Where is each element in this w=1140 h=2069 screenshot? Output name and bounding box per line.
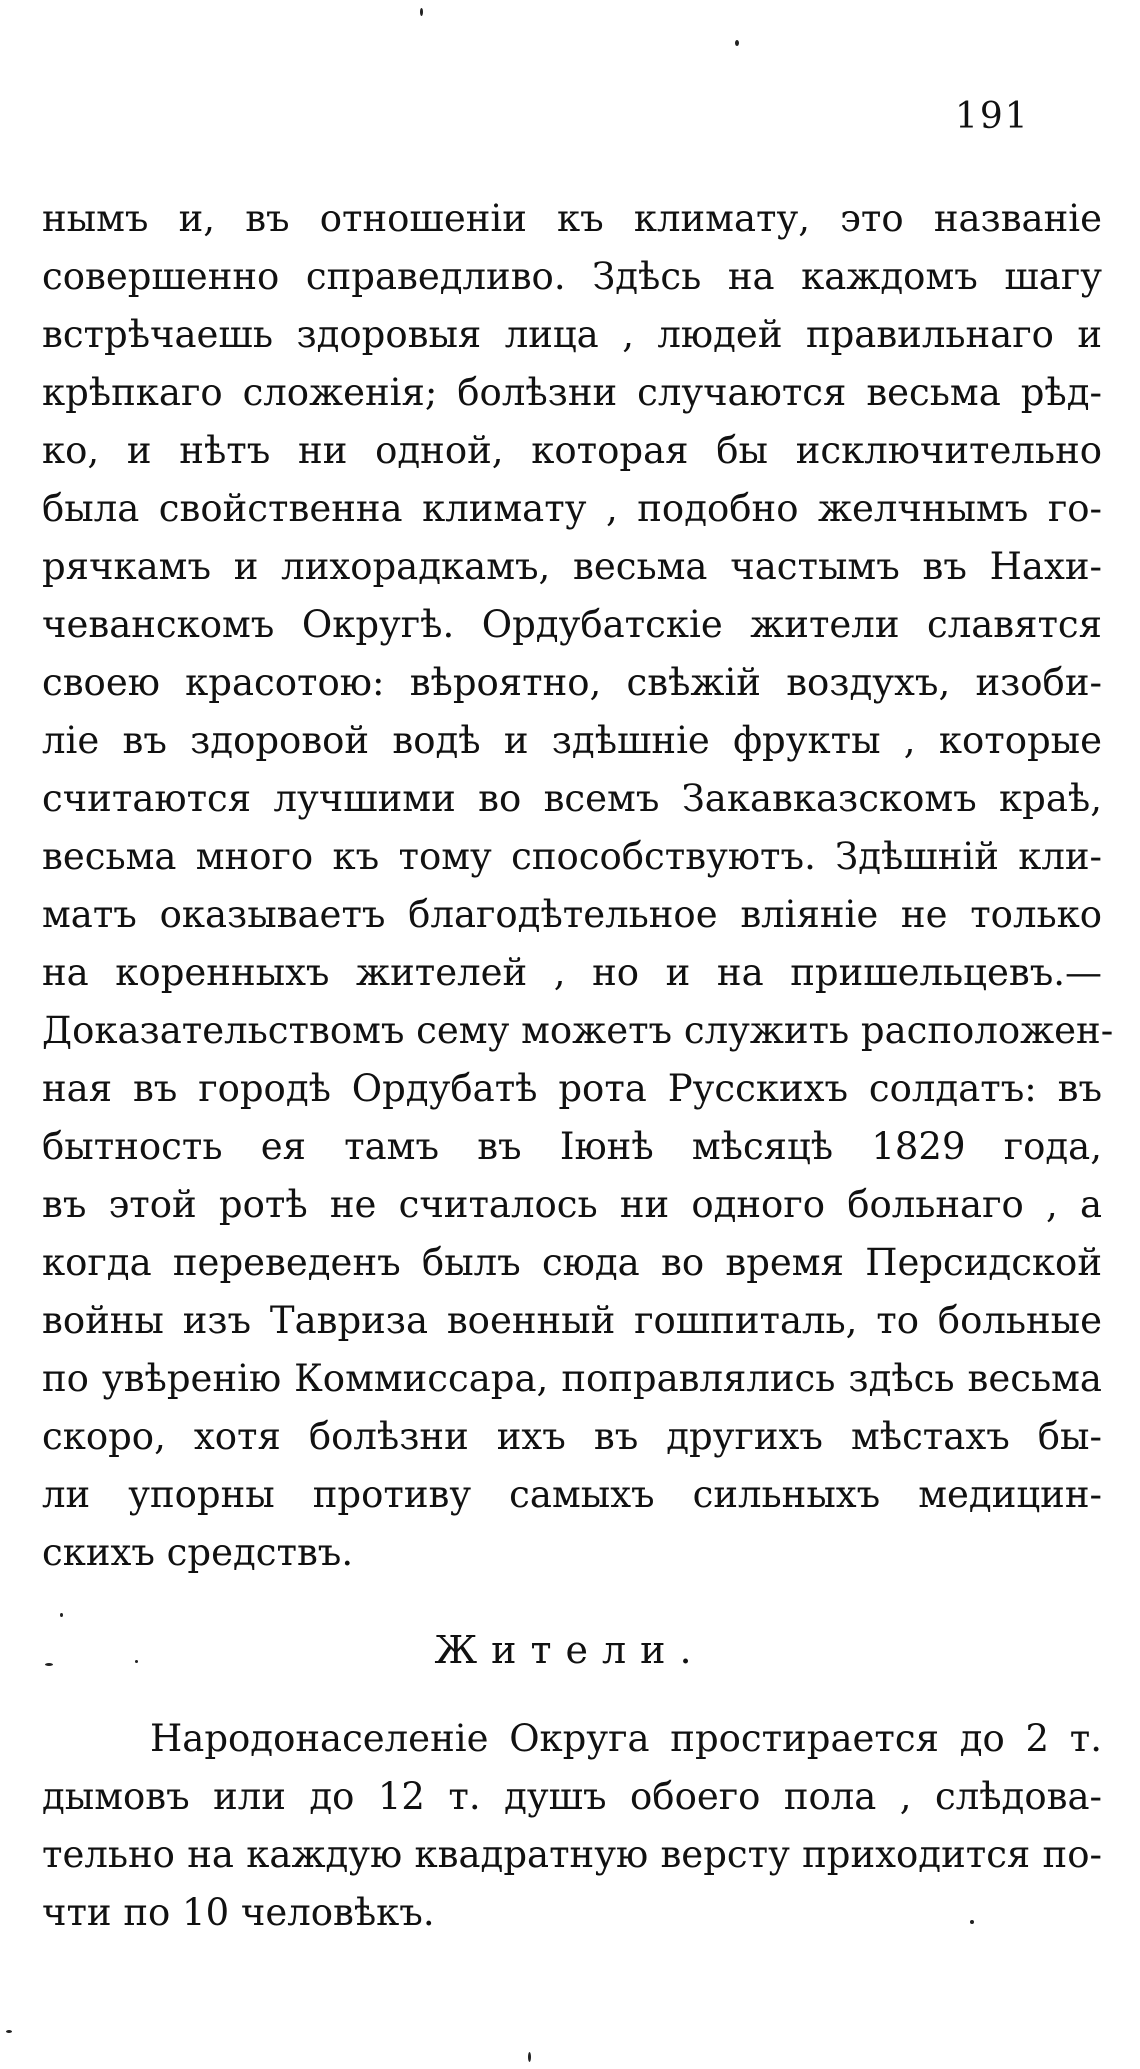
text-line: весьма много къ тому способствуютъ. Здѣшній кли- — [42, 835, 1102, 878]
text-line: ко, и нѣтъ ни одной, которая бы исключительно — [42, 429, 1102, 472]
text-line: ная въ городѣ Ордубатѣ рота Русскихъ солдатъ: въ — [42, 1067, 1102, 1110]
text-line: крѣпкаго сложенія; болѣзни случаются весьма рѣд- — [42, 371, 1102, 414]
section-heading: Жители. — [434, 1628, 706, 1672]
text-line: матъ оказываетъ благодѣтельное вліяніе не только — [42, 893, 1102, 936]
text-line: Доказательствомъ сему можетъ служить расположен- — [42, 1009, 1114, 1052]
text-line: бытность ея тамъ въ Іюнѣ мѣсяцѣ 1829 года, — [42, 1125, 1102, 1168]
text-line: дымовъ или до 12 т. душъ обоего пола , слѣдова- — [42, 1775, 1102, 1818]
paragraph-main — [42, 190, 1114, 1582]
text-line: ліе въ здоровой водѣ и здѣшніе фрукты , которые — [42, 719, 1102, 762]
scan-speck — [60, 1613, 63, 1617]
text-line: Народонаселеніе Округа простирается до 2 т. — [150, 1717, 1102, 1760]
text-line: тельно на каждую квадратную версту приходится по- — [42, 1833, 1102, 1876]
scan-speck — [735, 40, 739, 46]
scan-speck — [970, 1920, 974, 1924]
text-line: чти по 10 человѣкъ. — [42, 1891, 435, 1934]
text-line: чеванскомъ Округѣ. Ордубатскіе жители славятся — [42, 603, 1102, 646]
scan-speck — [528, 2052, 531, 2062]
text-line: на коренныхъ жителей , но и на пришельцевъ.— — [42, 951, 1102, 994]
text-line: встрѣчаешь здоровыя лица , людей правильнаго и — [42, 313, 1102, 356]
text-line: совершенно справедливо. Здѣсь на каждомъ шагу — [42, 255, 1102, 298]
text-line: рячкамъ и лихорадкамъ, весьма частымъ въ Нахи- — [42, 545, 1102, 588]
text-line: войны изъ Тавриза военный гошпиталь, то больные — [42, 1299, 1102, 1342]
scan-speck — [6, 2030, 12, 2033]
text-line: скоро, хотя болѣзни ихъ въ другихъ мѣстахъ бы- — [42, 1415, 1102, 1458]
paragraph-population — [42, 1710, 1102, 1942]
page-number: 191 — [955, 96, 1030, 137]
text-line: нымъ и, въ отношеніи къ климату, это названіе — [42, 197, 1102, 240]
text-line: по увѣренію Коммиссара, поправлялись здѣсь весьма — [42, 1357, 1102, 1400]
text-line: была свойственна климату , подобно желчнымъ го- — [42, 487, 1102, 530]
scan-speck — [135, 1660, 138, 1663]
text-line: ли упорны противу самыхъ сильныхъ медицин- — [42, 1473, 1102, 1516]
scan-speck — [420, 8, 423, 16]
text-line: считаются лучшими во всемъ Закавказскомъ краѣ, — [42, 777, 1102, 820]
text-line: въ этой ротѣ не считалось ни одного больнаго , а — [42, 1183, 1102, 1226]
scan-speck — [45, 1663, 53, 1666]
text-line: когда переведенъ былъ сюда во время Персидской — [42, 1241, 1102, 1284]
text-line: своею красотою: вѣроятно, свѣжій воздухъ, изоби- — [42, 661, 1102, 704]
text-line: скихъ средствъ. — [42, 1531, 354, 1574]
